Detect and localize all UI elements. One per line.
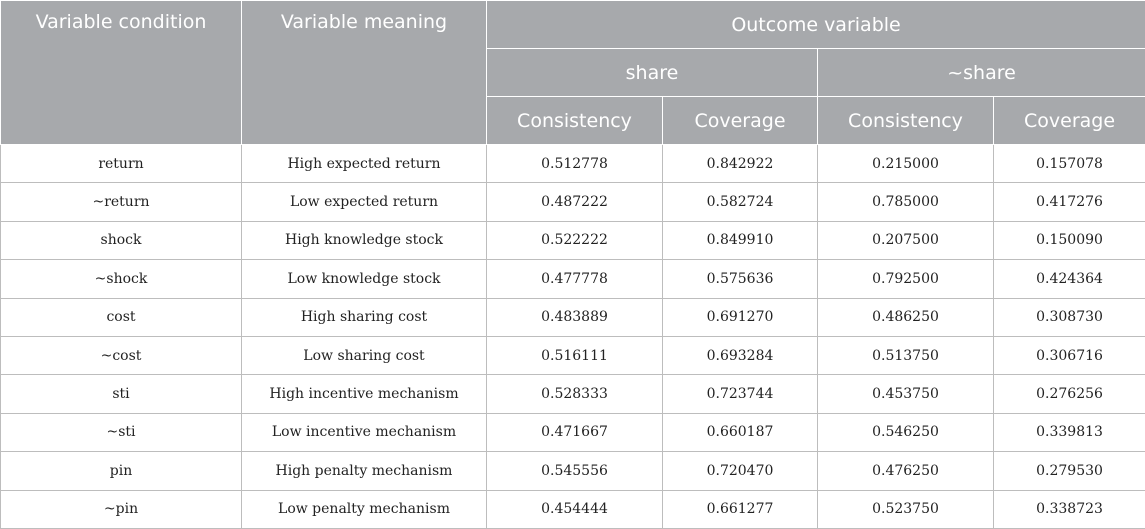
cell-notshare-consistency: 0.215000 bbox=[818, 145, 994, 183]
cell-share-coverage: 0.582724 bbox=[663, 183, 818, 221]
table-body bbox=[1, 145, 1145, 529]
cell-share-coverage: 0.720470 bbox=[663, 452, 818, 490]
cell-share-coverage: 0.693284 bbox=[663, 336, 818, 374]
cell-meaning: Low knowledge stock bbox=[242, 260, 487, 298]
cell-condition: ~cost bbox=[1, 336, 242, 374]
header-group-notshare: ~share bbox=[818, 49, 1145, 97]
cell-share-consistency: 0.454444 bbox=[487, 490, 663, 528]
cell-share-coverage: 0.842922 bbox=[663, 145, 818, 183]
cell-meaning: Low penalty mechanism bbox=[242, 490, 487, 528]
cell-condition: ~sti bbox=[1, 413, 242, 451]
cell-condition: return bbox=[1, 145, 242, 183]
cell-share-consistency: 0.483889 bbox=[487, 298, 663, 336]
cell-notshare-coverage: 0.150090 bbox=[994, 221, 1145, 259]
cell-notshare-consistency: 0.513750 bbox=[818, 336, 994, 374]
cell-notshare-consistency: 0.785000 bbox=[818, 183, 994, 221]
cell-meaning: Low sharing cost bbox=[242, 336, 487, 374]
cell-notshare-coverage: 0.279530 bbox=[994, 452, 1145, 490]
table-row bbox=[1, 490, 1145, 528]
cell-share-consistency: 0.487222 bbox=[487, 183, 663, 221]
header-notshare-coverage: Coverage bbox=[994, 97, 1145, 145]
table-row bbox=[1, 145, 1145, 183]
cell-notshare-coverage: 0.306716 bbox=[994, 336, 1145, 374]
cell-meaning: High expected return bbox=[242, 145, 487, 183]
cell-share-consistency: 0.528333 bbox=[487, 375, 663, 413]
cell-notshare-coverage: 0.338723 bbox=[994, 490, 1145, 528]
table-row bbox=[1, 413, 1145, 451]
table-row bbox=[1, 336, 1145, 374]
cell-share-coverage: 0.660187 bbox=[663, 413, 818, 451]
cell-share-coverage: 0.723744 bbox=[663, 375, 818, 413]
cell-meaning: Low incentive mechanism bbox=[242, 413, 487, 451]
cell-notshare-consistency: 0.546250 bbox=[818, 413, 994, 451]
cell-share-consistency: 0.522222 bbox=[487, 221, 663, 259]
table-row bbox=[1, 375, 1145, 413]
cell-share-coverage: 0.575636 bbox=[663, 260, 818, 298]
cell-notshare-consistency: 0.486250 bbox=[818, 298, 994, 336]
cell-share-consistency: 0.471667 bbox=[487, 413, 663, 451]
cell-condition: ~return bbox=[1, 183, 242, 221]
cell-share-consistency: 0.545556 bbox=[487, 452, 663, 490]
cell-condition: cost bbox=[1, 298, 242, 336]
cell-share-consistency: 0.512778 bbox=[487, 145, 663, 183]
cell-condition: shock bbox=[1, 221, 242, 259]
cell-meaning: High incentive mechanism bbox=[242, 375, 487, 413]
table-row bbox=[1, 221, 1145, 259]
cell-share-consistency: 0.516111 bbox=[487, 336, 663, 374]
cell-condition: sti bbox=[1, 375, 242, 413]
cell-notshare-coverage: 0.276256 bbox=[994, 375, 1145, 413]
cell-share-coverage: 0.691270 bbox=[663, 298, 818, 336]
cell-notshare-consistency: 0.792500 bbox=[818, 260, 994, 298]
cell-condition: ~pin bbox=[1, 490, 242, 528]
table-row bbox=[1, 452, 1145, 490]
header-outcome-variable: Outcome variable bbox=[487, 1, 1145, 49]
cell-share-coverage: 0.849910 bbox=[663, 221, 818, 259]
cell-notshare-consistency: 0.523750 bbox=[818, 490, 994, 528]
table-row bbox=[1, 298, 1145, 336]
cell-condition: pin bbox=[1, 452, 242, 490]
cell-meaning: Low expected return bbox=[242, 183, 487, 221]
cell-share-consistency: 0.477778 bbox=[487, 260, 663, 298]
cell-meaning: High sharing cost bbox=[242, 298, 487, 336]
table-row bbox=[1, 260, 1145, 298]
cell-notshare-consistency: 0.453750 bbox=[818, 375, 994, 413]
cell-condition: ~shock bbox=[1, 260, 242, 298]
table-header bbox=[1, 1, 1145, 145]
cell-meaning: High penalty mechanism bbox=[242, 452, 487, 490]
table-row bbox=[1, 183, 1145, 221]
cell-notshare-consistency: 0.207500 bbox=[818, 221, 994, 259]
header-share-consistency: Consistency bbox=[487, 97, 663, 145]
cell-notshare-coverage: 0.339813 bbox=[994, 413, 1145, 451]
cell-notshare-coverage: 0.417276 bbox=[994, 183, 1145, 221]
header-variable-condition: Variable condition bbox=[1, 1, 242, 145]
header-share-coverage: Coverage bbox=[663, 97, 818, 145]
cell-share-coverage: 0.661277 bbox=[663, 490, 818, 528]
cell-notshare-coverage: 0.157078 bbox=[994, 145, 1145, 183]
cell-notshare-consistency: 0.476250 bbox=[818, 452, 994, 490]
header-variable-meaning: Variable meaning bbox=[242, 1, 487, 145]
header-notshare-consistency: Consistency bbox=[818, 97, 994, 145]
cell-notshare-coverage: 0.308730 bbox=[994, 298, 1145, 336]
cell-meaning: High knowledge stock bbox=[242, 221, 487, 259]
header-group-share: share bbox=[487, 49, 818, 97]
cell-notshare-coverage: 0.424364 bbox=[994, 260, 1145, 298]
